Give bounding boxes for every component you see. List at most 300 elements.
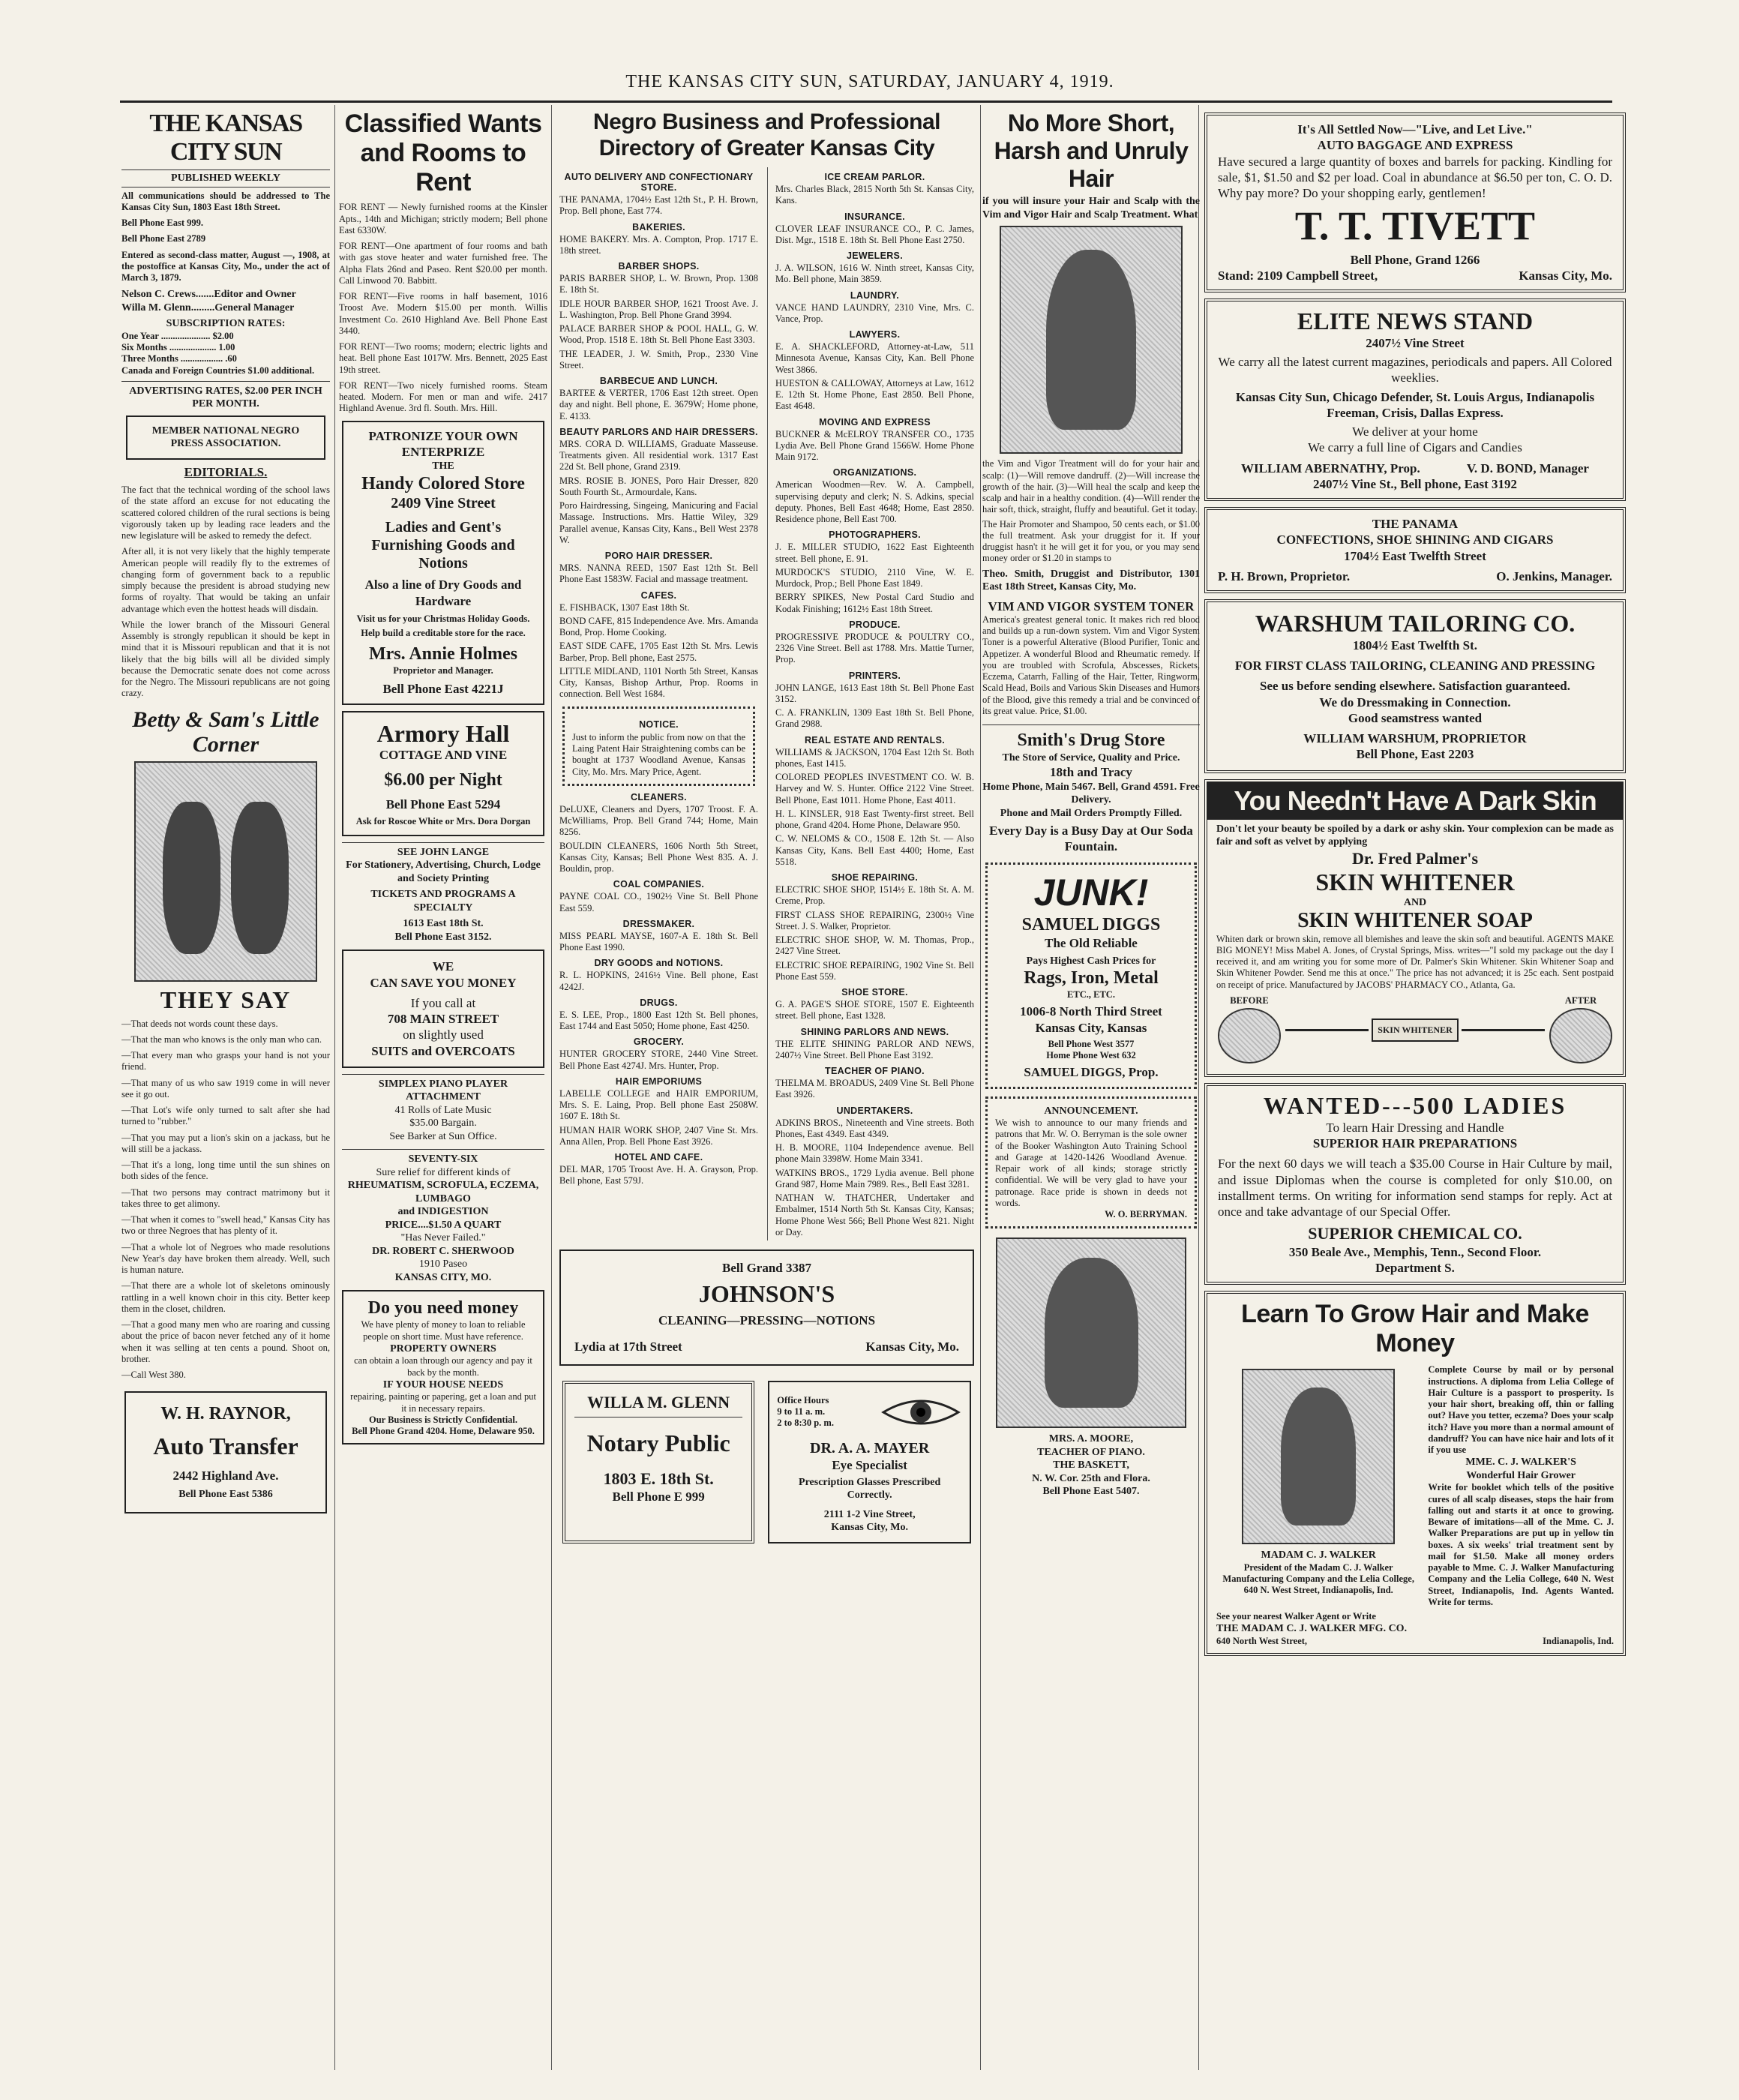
panama-ad	[1204, 507, 1626, 593]
panama-staff-row	[1218, 568, 1612, 584]
directory-entry: HOME BAKERY. Mrs. A. Compton, Prop. 1717 E. 18th street.	[559, 233, 758, 256]
they-say-item: —That two persons may contract matrimony but it takes three to get alimony.	[121, 1186, 330, 1209]
directory-entry: NATHAN W. THATCHER, Undertaker and Embalmer, 1514 North 5th St. Kansas City, Kansas; Home Phone West 566; Bell Phone West 821. Night or Day.	[775, 1192, 974, 1238]
johnson-line: JOHNSON'S	[698, 1280, 835, 1308]
main-street-ad	[342, 950, 544, 1068]
mayer-ad	[768, 1381, 971, 1544]
classified-ad: FOR RENT—Five rooms in half basement, 1016 Troost Ave. Modern $15.00 per month. Willis Investment Co. 2610 Highland Ave. Bell Phone East 3440.	[339, 291, 547, 336]
hair-body: the Vim and Vigor Treatment will do for your hair and scalp: (1)—Will remove dandruff. (2)—Will increase the growth of the hair. (3)—Will heal the scalp and keep the scalp and hair in a healthy condition. (4)—Will render the hair soft, thick, straight, fluffy and beautiful. Get it today.	[982, 458, 1200, 515]
directory-entry: MRS. NANNA REED, 1507 East 12th St. Bell Phone East 1583W. Facial and massage treatment.	[559, 562, 758, 585]
info-line: All communications should be addressed to The Kansas City Sun, 1803 East 18th Street.	[121, 190, 330, 212]
smith-ad	[982, 724, 1200, 855]
hair-body-2: The Hair Promoter and Shampoo, 50 cents each, or $1.00 the full treatment. Ask your druggist for it. If your druggist hasn't it he will get it for you, or you may send money order or $1.20 in stamps to	[982, 518, 1200, 564]
panama-line: CONFECTIONS, SHOE SHINING AND CIGARS	[1276, 532, 1554, 548]
panama-manager: O. Jenkins, Manager.	[1496, 568, 1612, 584]
elite-line: We carry all the latest current magazines, periodicals and papers. All Colored weeklies.	[1218, 355, 1612, 386]
cartoon-figure	[231, 802, 289, 954]
lange-ad	[342, 842, 544, 944]
editorial-paragraph: The fact that the technical wording of the school laws of the state afford an excuse for not educating the scattered colored children of the rural sections is being vigorously taken up by leading race leaders and the new legislature will be asked to remedy the defect.	[121, 484, 330, 541]
directory-left	[559, 167, 758, 1240]
panama-line: THE PANAMA	[1372, 517, 1459, 532]
johnson-ad	[559, 1250, 974, 1366]
directory-entry: THE PANAMA, 1704½ East 12th St., P. H. Brown, Prop. Bell phone, East 774.	[559, 194, 758, 217]
directory-entry: BARTEE & VERTER, 1706 East 12th street. Open day and night. Bell phone, E. 3679W; Home phone, E. 4133.	[559, 388, 758, 422]
directory-section-heading: SHOE STORE.	[841, 987, 908, 998]
johnson-address: Lydia at 17th Street	[574, 1340, 682, 1354]
palmer-line: Dr. Fred Palmer's	[1351, 848, 1479, 868]
directory-entry: LABELLE COLLEGE and HAIR EMPORIUM, Mrs. S. E. Laing, Prop. Bell phone East 2508W. 1607 E. 18th St.	[559, 1088, 758, 1122]
rate-row: Six Months .................... 1.00	[121, 342, 235, 352]
superior-line: Department S.	[1375, 1261, 1455, 1276]
they-say-item: —That every man who grasps your hand is not your friend.	[121, 1050, 330, 1072]
hair-intro: if you will insure your Hair and Scalp with the Vim and Vigor Hair and Scalp Treatment. What	[982, 196, 1200, 220]
glenn-line: 1803 E. 18th St.	[603, 1468, 714, 1488]
moore-line: Bell Phone East 5407.	[1042, 1486, 1140, 1498]
they-say-title: THEY SAY	[160, 986, 292, 1013]
raynor-title: Auto Transfer	[153, 1432, 298, 1460]
directory-body	[555, 167, 979, 1240]
junk-line: SAMUEL DIGGS, Prop.	[1024, 1065, 1159, 1080]
smith-line: 18th and Tracy	[1050, 765, 1132, 780]
mayer-line: 2 to 8:30 p. m.	[777, 1418, 834, 1429]
superior-line: To learn Hair Dressing and Handle	[1326, 1120, 1504, 1135]
smith-line: Phone and Mail Orders Promptly Filled.	[1000, 807, 1183, 819]
directory-entry: H. L. KINSLER, 918 East Twenty-first street. Bell phone, Grand 4204. Home Phone, Delaware 950.	[775, 808, 974, 830]
directory-entry: THE LEADER, J. W. Smith, Prop., 2330 Vine Street.	[559, 348, 758, 370]
announcement	[985, 1096, 1197, 1229]
directory-entry: HUNTER GROCERY STORE, 2440 Vine Street. Bell Phone East 4274J. Mrs. Hunter, Prop.	[559, 1048, 758, 1071]
moore-line: MRS. A. MOORE,	[1048, 1433, 1134, 1445]
column-divider	[980, 105, 981, 2070]
loan-line: Bell Phone Grand 4204. Home, Delaware 950.	[352, 1426, 535, 1437]
before-label: BEFORE	[1230, 994, 1269, 1006]
money-line: 708 MAIN STREET	[387, 1012, 499, 1027]
directory-section-heading: ICE CREAM PARLOR.	[824, 172, 925, 182]
directory-entry: H. B. MOORE, 1104 Independence avenue. Bell phone Main 3398W. Home Main 3341.	[775, 1142, 974, 1165]
eye-icon	[880, 1390, 962, 1435]
money-line: WE	[432, 959, 454, 974]
directory-entry: BOULDIN CLEANERS, 1606 North 5th Street, Kansas City, Kansas; Bell Phone West 835. A. J. Bouldin, prop.	[559, 840, 758, 874]
palmer-line: AND	[1403, 896, 1427, 908]
junk-line: ETC., ETC.	[1067, 989, 1115, 1000]
superior-line: SUPERIOR HAIR PREPARATIONS	[1312, 1136, 1518, 1151]
junk-line: JUNK!	[1033, 871, 1149, 914]
column-masthead	[121, 110, 330, 2085]
they-say-item: —That deeds not words count these days.	[121, 1018, 278, 1029]
directory-section-heading: BEAUTY PARLORS AND HAIR DRESSERS.	[559, 426, 758, 437]
raynor-address: 2442 Highland Ave.	[172, 1468, 279, 1483]
directory-entry: ELECTRIC SHOE REPAIRING, 1902 Vine St. Bell Phone East 559.	[775, 959, 974, 982]
mayer-line: Kansas City, Mo.	[831, 1522, 908, 1534]
they-say-item: —That a good many men who are roaring and cussing about the price of bacon never fetched any of it home when it was selling at ten cents a pound. Shoot on, brother.	[121, 1319, 330, 1364]
piano-line: $35.00 Bargain.	[409, 1118, 477, 1130]
warshum-line: Good seamstress wanted	[1348, 710, 1483, 725]
armory-line: Armory Hall	[376, 719, 510, 747]
walker-line: THE MADAM C. J. WALKER MFG. CO.	[1216, 1623, 1408, 1635]
panama-proprietor: P. H. Brown, Proprietor.	[1218, 568, 1351, 584]
vim-title: VIM AND VIGOR SYSTEM TONER	[988, 598, 1195, 614]
junk-line: Home Phone West 632	[1046, 1050, 1136, 1061]
directory-entry: COLORED PEOPLES INVESTMENT CO. W. B. Harvey and W. S. Hunter. Office 2122 Vine Street. Bell Phone, East 1011. Home Phone, East 4011.	[775, 772, 974, 806]
superior-line: 350 Beale Ave., Memphis, Tenn., Second Floor.	[1288, 1244, 1542, 1259]
lange-line: 1613 East 18th St.	[403, 918, 484, 930]
walker-address-row	[1216, 1636, 1614, 1647]
directory-section-heading: DRESSMAKER.	[622, 918, 695, 929]
warshum-line: See us before sending elsewhere. Satisfaction guaranteed.	[1260, 679, 1570, 694]
raynor-name: W. H. RAYNOR,	[160, 1404, 291, 1424]
directory-entry: IDLE HOUR BARBER SHOP, 1621 Troost Ave. J. L. Washington, Prop. Bell Phone Grand 3994.	[559, 298, 758, 320]
directory-entry: ELECTRIC SHOE SHOP, 1514½ E. 18th St. A. M. Creme, Prop.	[775, 884, 974, 907]
warshum-ad	[1204, 599, 1626, 773]
directory-entry: JOHN LANGE, 1613 East 18th St. Bell Phone East 3152.	[775, 682, 974, 704]
mayer-line: Prescription Glasses Prescribed Correctly.	[799, 1476, 941, 1502]
holmes-line: Handy Colored Store	[361, 473, 525, 494]
holmes-line: Bell Phone East 4221J	[382, 682, 504, 697]
subscription-rates	[121, 331, 330, 376]
walker-line: President of the Madam C. J. Walker Manufacturing Company and the Lelia College, 640 N. West Street, Indianapolis, Ind.	[1222, 1562, 1414, 1596]
loan-line: PROPERTY OWNERS	[390, 1342, 496, 1354]
holmes-line: Visit us for your Christmas Holiday Goods.	[356, 613, 530, 624]
walker-line: See your nearest Walker Agent or Write	[1216, 1611, 1376, 1622]
johnson-line: Bell Grand 3387	[721, 1261, 811, 1275]
staff-editor: Nelson C. Crews.......Editor and Owner	[121, 289, 296, 301]
directory-entry: PALACE BARBER SHOP & POOL HALL, G. W. Wood, Prop. 1518 E. 18th St. Bell Phone East 3303.	[559, 323, 758, 346]
arrow-icon	[1462, 1029, 1545, 1031]
they-say-item: —That there are a whole lot of skeletons ominously rattling in a well known choir in this city. Better keep them in the closet, children.	[121, 1280, 330, 1314]
directory-section-heading: INSURANCE.	[844, 211, 905, 222]
classified-ad: FOR RENT—Two rooms; modern; electric lights and heat. Bell phone East 1017W. Mrs. Bennett, 2025 East 19th street.	[339, 341, 547, 375]
loan-ad	[342, 1290, 544, 1444]
elite-line: 2407½ Vine St., Bell phone, East 3192	[1312, 476, 1518, 491]
walker-line: Complete Course by mail or by personal instructions. A diploma from Lelia College of Hair Culture is a passport to prosperity. Is your hair short, breaking off, thin or falling out? Have you tetter, eczema? Does your scalp itch? Have you more than a normal amount of dandruff? You can have nice hair and lots of it if you use	[1428, 1364, 1614, 1456]
sherwood-line: KANSAS CITY, MO.	[394, 1271, 492, 1283]
tivett-line: T. T. TIVETT	[1294, 203, 1536, 249]
loan-line: Our Business is Strictly Confidential.	[368, 1414, 518, 1425]
junk-line: Bell Phone West 3577	[1048, 1038, 1135, 1049]
smith-line: Every Day is a Busy Day at Our Soda Fountain.	[989, 824, 1193, 854]
walker-line: Write for booklet which tells of the positive cures of all scalp diseases, stops the hair from falling out and starts it at once to growing. Beware of imitations—all of the Mme. C. J. Walker Preparations are put up in yellow tin boxes. A six weeks' trial treatment sent by mail for $1.50. Make all money orders payable to Mme. C. J. Walker Manufacturing Company and the Lelia College, 640 N. West Street, Indianapolis, Ind. Agents Wanted. Write for terms.	[1428, 1482, 1614, 1607]
sherwood-line: 1910 Paseo	[418, 1258, 468, 1270]
subscription-title: SUBSCRIPTION RATES:	[166, 318, 286, 330]
cartoon-title: Betty & Sam's Little Corner	[132, 706, 319, 757]
lange-line: SEE JOHN LANGE	[397, 846, 490, 858]
rate-row: One Year ..................... $2.00	[121, 330, 234, 341]
elite-line: We carry a full line of Cigars and Candies	[1308, 440, 1522, 455]
loan-line: Do you need money	[367, 1298, 519, 1318]
loan-line: can obtain a loan through our agency and pay it back by the month.	[354, 1355, 532, 1378]
junk-line: 1006-8 North Third Street	[1020, 1004, 1162, 1019]
elite-line: Kansas City Sun, Chicago Defender, St. Louis Argus, Indianapolis Freeman, Crisis, Dallas Express.	[1235, 389, 1595, 420]
column-directory	[555, 110, 979, 2085]
raynor-ad	[124, 1391, 327, 1513]
piano-line: See Barker at Sun Office.	[389, 1130, 497, 1142]
hair-title: No More Short, Harsh and Unruly Hair	[994, 110, 1189, 192]
junk-line: The Old Reliable	[1045, 936, 1138, 951]
walker-body	[1216, 1364, 1614, 1608]
directory-section-heading: UNDERTAKERS.	[836, 1105, 913, 1116]
they-say-item: —That you may put a lion's skin on a jackass, but he will still be a jackass.	[121, 1132, 330, 1154]
directory-section-heading: LAWYERS.	[849, 329, 901, 340]
holmes-line: 2409 Vine Street	[391, 495, 496, 512]
superior-line: For the next 60 days we will teach a $35.00 Course in Hair Culture by mail, and issue Diplomas when the course is completed for only $10.00, on installment terms. On writing for information send stamps for reply. Act at once and take advantage of our Special Offer.	[1218, 1156, 1612, 1220]
panama-line: 1704½ East Twelfth Street	[1344, 548, 1486, 563]
superior-line: WANTED---500 LADIES	[1263, 1092, 1567, 1120]
palmer-ad	[1204, 779, 1626, 1077]
smith-line: The Store of Service, Quality and Price.	[1002, 752, 1180, 764]
johnson-address-row	[574, 1339, 959, 1354]
tivett-address-row	[1218, 268, 1612, 284]
cartoon-image	[134, 761, 317, 982]
directory-entry: Poro Hairdressing, Singeing, Manicuring and Facial Massage. Instructions. Mrs. Hattie Wiley, 329 Parallel avenue, Kansas City, Kans., Bell West 2378 W.	[559, 500, 758, 545]
press-association-box: MEMBER NATIONAL NEGRO PRESS ASSOCIATION.	[126, 416, 325, 460]
classified-list	[339, 202, 547, 414]
raynor-phone: Bell Phone East 5386	[178, 1489, 273, 1501]
tivett-line: AUTO BAGGAGE AND EXPRESS	[1317, 138, 1513, 153]
directory-entry: BUCKNER & McELROY TRANSFER CO., 1735 Lydia Ave. Bell Phone Grand 1566W. Home Phone Main 9172.	[775, 428, 974, 462]
column-divider	[551, 105, 552, 2070]
after-portrait	[1549, 1008, 1612, 1064]
elite-line: 2407½ Vine Street	[1366, 335, 1465, 350]
they-say-item: —That the man who knows is the only man who can.	[121, 1034, 322, 1045]
directory-section-heading: PRODUCE.	[849, 619, 901, 630]
mayer-line: Eye Specialist	[832, 1457, 907, 1472]
mayer-line: 2111 1-2 Vine Street,	[823, 1508, 916, 1520]
classified-ad: FOR RENT—One apartment of four rooms and bath with gas stove heater and water furnished free. The Alpha Flats 26nd and Paseo. Rent $20.00 per month. Call Linwood 70. Babbitt.	[339, 241, 547, 286]
directory-entry: American Woodmen—Rev. W. A. Campbell, supervising deputy and clerk; N. S. Adkins, special deputy. Phones, Bell East 4648; Home, East 2850. Residence phone, Bell East 700.	[775, 479, 974, 524]
directory-entry: Mrs. Charles Black, 2815 North 5th St. Kansas City, Kans.	[775, 184, 974, 206]
walker-line: MADAM C. J. WALKER	[1261, 1550, 1376, 1562]
loan-line: IF YOUR HOUSE NEEDS	[382, 1378, 504, 1390]
directory-entry: E. S. LEE, Prop., 1800 East 12th St. Bell phones, East 1744 and East 5050; Home phone, East 4250.	[559, 1009, 758, 1031]
directory-entry: E. FISHBACK, 1307 East 18th St.	[559, 602, 690, 613]
directory-entry: PAYNE COAL CO., 1902½ Vine St. Bell Phone East 559.	[559, 891, 758, 914]
junk-line: Rags, Iron, Metal	[1024, 968, 1159, 988]
directory-section-heading: REAL ESTATE AND RENTALS.	[804, 734, 946, 746]
directory-entry: DEL MAR, 1705 Troost Ave. H. A. Grayson, Prop. Bell phone, East 579J.	[559, 1164, 758, 1186]
warshum-line: We do Dressmaking in Connection.	[1319, 694, 1511, 710]
lange-line: For Stationery, Advertising, Church, Lodge and Society Printing	[346, 860, 541, 884]
masthead: THE KANSAS CITY SUN	[149, 110, 302, 166]
directory-entry: E. A. SHACKLEFORD, Attorney-at-Law, 511 Minnesota Avenue, Kansas City, Kan. Bell Phone West 3866.	[775, 341, 974, 375]
armory-line: COTTAGE AND VINE	[379, 748, 508, 763]
johnson-line: CLEANING—PRESSING—NOTIONS	[658, 1313, 876, 1328]
directory-entry: J. E. MILLER STUDIO, 1622 East Eighteenth street. Bell phone, E. 91.	[775, 542, 974, 564]
they-say-item: —That it's a long, long time until the sun shines on both sides of the fence.	[121, 1160, 330, 1182]
armory-line: Bell Phone East 5294	[385, 797, 501, 812]
info-line: Bell Phone East 2789	[121, 233, 206, 244]
walker-city: Indianapolis, Ind.	[1543, 1635, 1614, 1646]
loan-line: We have plenty of money to loan to reliable people on short time. Must have reference.	[361, 1319, 526, 1342]
directory-section-heading: DRY GOODS and NOTIONS.	[594, 958, 724, 969]
holmes-line: Also a line of Dry Goods and Hardware	[364, 578, 522, 608]
staff-manager: Willa M. Glenn.........General Manager	[121, 302, 295, 314]
directory-section-heading: SHINING PARLORS AND NEWS.	[800, 1026, 949, 1037]
warshum-line: Bell Phone, East 2203	[1356, 747, 1474, 762]
info-line: Bell Phone East 999.	[121, 218, 204, 228]
sherwood-line: RHEUMATISM, SCROFULA, ECZEMA, LUMBAGO	[347, 1180, 539, 1204]
money-line: If you call at	[410, 995, 476, 1010]
advertising-rates: ADVERTISING RATES, $2.00 PER INCH PER MONTH.	[121, 381, 330, 411]
directory-entry: MRS. CORA D. WILLIAMS, Graduate Masseuse. Treatments given. All residential work. 1317 East 22d St. Bell phone, Grand 2319.	[559, 438, 758, 472]
directory-entry: G. A. PAGE'S SHOE STORE, 1507 E. Eighteenth street. Bell phone, East 1328.	[775, 999, 974, 1022]
after-label: AFTER	[1564, 994, 1597, 1006]
directory-section-heading: AUTO DELIVERY AND CONFECTIONARY STORE.	[564, 172, 754, 193]
mayer-hours	[777, 1395, 834, 1430]
junk-line: Pays Highest Cash Prices for	[1026, 955, 1156, 967]
they-say-item: —Call West 380.	[121, 1370, 186, 1380]
notice-body: Just to inform the public from now on that the Laing Patent Hair Straightening combs can be bought at 1737 Woodland Avenue, Kansas City, Mo. Mrs. Mary Price, Agent.	[572, 731, 745, 777]
directory-section-heading: MOVING AND EXPRESS	[819, 416, 931, 428]
column-ads	[1201, 110, 1629, 2085]
glenn-line: Bell Phone E 999	[612, 1490, 705, 1504]
piano-ad	[342, 1074, 544, 1144]
mayer-line: 9 to 11 a. m.	[777, 1406, 826, 1417]
sherwood-line: and INDIGESTION	[397, 1206, 489, 1218]
tivett-city: Kansas City, Mo.	[1519, 268, 1612, 283]
cartoon-figure	[163, 802, 220, 954]
editorials-body	[121, 484, 330, 700]
sherwood-line: PRICE....$1.50 A QUART	[385, 1219, 502, 1231]
superior-ad	[1204, 1083, 1626, 1285]
directory-entry: WATKINS BROS., 1729 Lydia avenue. Bell phone Grand 987, Home Main 7989. Res., Bell East 3281.	[775, 1167, 974, 1190]
tivett-line: Have secured a large quantity of boxes and barrels for packing. Kindling for sale, $1, $1.50 and $2 per load. Coal in abundance at $6.50 per ton, C. O. D. Why pay more? Do your shopping early, gentlemen!	[1218, 154, 1612, 200]
directory-entry: CLOVER LEAF INSURANCE CO., P. C. James, Dist. Mgr., 1518 E. 18th St. Bell Phone East 2750.	[775, 223, 974, 245]
directory-section-heading: JEWELERS.	[847, 250, 903, 261]
directory-entry: LITTLE MIDLAND, 1101 North 5th Street, Kansas City, Kansas, Bishop Arthur, Prop. Rooms in connection. Bell West 1684.	[559, 665, 758, 700]
holmes-line: THE	[432, 460, 454, 472]
directory-entry: WILLIAMS & JACKSON, 1704 East 12th St. Both phones, East 1415.	[775, 746, 974, 769]
column-hair	[982, 110, 1200, 2085]
sherwood-ad	[342, 1149, 544, 1284]
lange-line: Bell Phone East 3152.	[394, 931, 492, 943]
holmes-line: Mrs. Annie Holmes	[369, 644, 517, 664]
directory-section-heading: SHOE REPAIRING.	[831, 872, 919, 883]
elite-manager: V. D. BOND, Manager	[1466, 460, 1589, 476]
announcement-body: We wish to announce to our many friends and patrons that Mr. W. O. Berryman is the sole owner of the Booker Washington Auto Training School and Garage at 1420-1426 Woodland Avenue. Repair work of all kinds; storage strictly confidential. We will be very glad to have your patronage. Race pride is shown in deeds not words.	[995, 1118, 1187, 1208]
palmer-after	[1548, 995, 1614, 1065]
rate-row: Three Months .................. .60	[121, 353, 237, 364]
directory-entry: PARIS BARBER SHOP, L. W. Brown, Prop. 1308 E. 18th St.	[559, 273, 758, 296]
elite-proprietor: WILLIAM ABERNATHY, Prop.	[1241, 460, 1420, 476]
published-weekly: PUBLISHED WEEKLY	[121, 170, 330, 188]
they-say-list	[121, 1018, 330, 1382]
publication-info	[121, 190, 330, 284]
walker-line: MME. C. J. WALKER'S	[1465, 1456, 1576, 1468]
piano-line: SIMPLEX PIANO PLAYER ATTACHMENT	[378, 1078, 508, 1103]
directory-section-heading: CAFES.	[640, 590, 677, 601]
mayer-line: Office Hours	[777, 1394, 829, 1406]
directory-entry: C. W. NELOMS & CO., 1508 E. 12th St. — Also Kansas City, Kans. Bell East 4400; Home, East 5518.	[775, 833, 974, 867]
directory-entry: J. A. WILSON, 1616 W. Ninth street, Kansas City, Mo. Bell phone, Main 3859.	[775, 262, 974, 285]
glenn-ad	[562, 1381, 754, 1544]
armory-line: $6.00 per Night	[384, 770, 502, 790]
directory-section-heading: BARBER SHOPS.	[618, 261, 700, 272]
directory-entry: C. A. FRANKLIN, 1309 East 18th St. Bell Phone, Grand 2988.	[775, 707, 974, 730]
warshum-line: WARSHUM TAILORING CO.	[1255, 610, 1576, 638]
palmer-line: You Needn't Have A Dark Skin	[1207, 782, 1623, 820]
warshum-line: 1804½ East Twelfth St.	[1352, 638, 1478, 652]
mayer-line: DR. A. A. MAYER	[810, 1439, 930, 1456]
before-portrait	[1218, 1008, 1281, 1064]
directory-title: Negro Business and Professional Directory of Greater Kansas City	[593, 110, 940, 160]
walker-ad	[1204, 1291, 1626, 1656]
directory-entry: ELECTRIC SHOE SHOP, W. M. Thomas, Prop., 2427 Vine Street.	[775, 934, 974, 957]
piano-line: 41 Rolls of Late Music	[394, 1104, 492, 1116]
directory-section-heading: COAL COMPANIES.	[613, 879, 705, 890]
moore-line: TEACHER OF PIANO.	[1037, 1446, 1145, 1458]
directory-section-heading: PORO HAIR DRESSER.	[604, 550, 713, 561]
classified-title: Classified Wants and Rooms to Rent	[344, 110, 542, 197]
editorial-paragraph: While the lower branch of the Missouri General Assembly is strongly republican it should be kept in mind that it is Missouri republican and that it is not likely that the big bills will all be divided simply because the Democratic senate does not come across for the Negro. The Missouri republicans are not going crazy.	[121, 619, 330, 699]
directory-entry: MURDOCK'S STUDIO, 2110 Vine, W. E. Murdock, Prop.; Bell Phone East 1849.	[775, 566, 974, 589]
directory-section-heading: TEACHER OF PIANO.	[825, 1066, 925, 1076]
tivett-address: Stand: 2109 Campbell Street,	[1218, 268, 1378, 283]
editorial-paragraph: After all, it is not very likely that the highly temperate American people will readily fly to the extremes of changing form of government back to a republic simply because the president is abroad studying new forms of royalty. That would be taking an unfair advantage which even the hottest heads will disdain.	[121, 546, 330, 614]
elite-staff-row	[1218, 460, 1612, 476]
walker-line: Learn To Grow Hair and Make Money	[1241, 1300, 1589, 1358]
directory-section-heading: HOTEL AND CAFE.	[614, 1152, 703, 1162]
holmes-line: Proprietor and Manager.	[393, 665, 493, 676]
directory-entry: BERRY SPIKES, New Postal Card Studio and Kodak Finishing; 1612½ East 18th Street.	[775, 592, 974, 614]
column-divider	[334, 105, 335, 2070]
junk-ad	[985, 862, 1197, 1089]
walker-line: Wonderful Hair Grower	[1466, 1469, 1576, 1481]
holmes-ad	[342, 421, 544, 705]
vim-body: America's greatest general tonic. It makes rich red blood and builds up a run-down system. Vim and Vigor System Toner is a powerful Alterative (Blood Purifier, Tonic and Appetizer. A wonderful Blood and Rheumatic remedy. If you are troubled with Scrofula, Abscesses, Rickets, Eczema, Catarrh, Falling of the Hair, Tetter, Ringworm, Scald Head, Boils and Various Skin Diseases and Humors of the Blood, give this remedy a trial and be convinced of its great value. Price, $1.00.	[982, 614, 1200, 716]
holmes-line: Help build a creditable store for the race.	[361, 628, 526, 639]
header-rule	[120, 100, 1612, 103]
classified-ad: FOR RENT—Two nicely furnished rooms. Steam heated. Modern. For men or man and wife. 2417 Highland Avenue. 3rd fl. South. Mrs. Hill.	[339, 380, 547, 414]
moore-line: THE BASKETT,	[1053, 1460, 1129, 1472]
sherwood-line: DR. ROBERT C. SHERWOOD	[372, 1245, 514, 1257]
they-say-item: —That a whole lot of Negroes who made resolutions New Year's day have broken them already. Well, such is human nature.	[121, 1241, 330, 1275]
tivett-line: Bell Phone, Grand 1266	[1350, 252, 1480, 267]
palmer-images-row	[1216, 995, 1614, 1065]
moore-ad	[982, 1432, 1200, 1498]
directory-entry: DeLUXE, Cleaners and Dyers, 1707 Troost. F. A. McWilliams, Prop. Bell Grand 744; Home, Main 8256.	[559, 803, 758, 838]
running-header: THE KANSAS CITY SUN, SATURDAY, JANUARY 4, 1919.	[625, 72, 1114, 92]
directory-section-heading: HAIR EMPORIUMS	[615, 1076, 703, 1087]
palmer-before	[1216, 995, 1282, 1065]
palmer-line: Don't let your beauty be spoiled by a dark or ashy skin. Your complexion can be made as fair and soft as velvet by applying	[1216, 823, 1614, 848]
walker-portrait	[1242, 1369, 1395, 1544]
directory-section-heading: PRINTERS.	[848, 670, 901, 681]
warshum-line: WILLIAM WARSHUM, PROPRIETOR	[1303, 731, 1527, 746]
elite-ad	[1204, 298, 1626, 501]
mayer-top	[777, 1390, 962, 1435]
superior-line: SUPERIOR CHEMICAL CO.	[1308, 1224, 1522, 1244]
they-say-item: —That when it comes to "swell head," Kansas City has two or three Negroes that has plenty of it.	[121, 1214, 330, 1237]
walker-address: 640 North West Street,	[1216, 1635, 1308, 1646]
directory-section-heading: CLEANERS.	[631, 791, 687, 802]
directory-entry: R. L. HOPKINS, 2416½ Vine. Bell phone, East 4242J.	[559, 970, 758, 992]
sherwood-line: SEVENTY-SIX	[408, 1154, 478, 1166]
directory-section-heading: LAUNDRY.	[850, 290, 900, 301]
moore-line: N. W. Cor. 25th and Flora.	[1032, 1472, 1150, 1484]
money-line: CAN SAVE YOU MONEY	[370, 975, 517, 990]
walker-left	[1216, 1364, 1420, 1608]
directory-section-heading: ORGANIZATIONS.	[832, 467, 917, 478]
bottom-ads-row	[559, 1375, 974, 1550]
moore-portrait	[996, 1238, 1186, 1428]
hair-signature: Theo. Smith, Druggist and Distributor, 1301 East 18th Street, Kansas City, Mo.	[982, 568, 1200, 593]
directory-entry: FIRST CLASS SHOE REPAIRING, 2300½ Vine Street. J. S. Walker, Proprietor.	[775, 909, 974, 932]
money-line: SUITS and OVERCOATS	[371, 1043, 515, 1058]
directory-right	[767, 167, 974, 1240]
walker-right	[1428, 1364, 1614, 1608]
directory-entry: HUESTON & CALLOWAY, Attorneys at Law, 1612 E. 12th St. Home Phone, East 2850. Bell Phone, East 4648.	[775, 377, 974, 412]
elite-line: ELITE NEWS STAND	[1297, 308, 1534, 335]
